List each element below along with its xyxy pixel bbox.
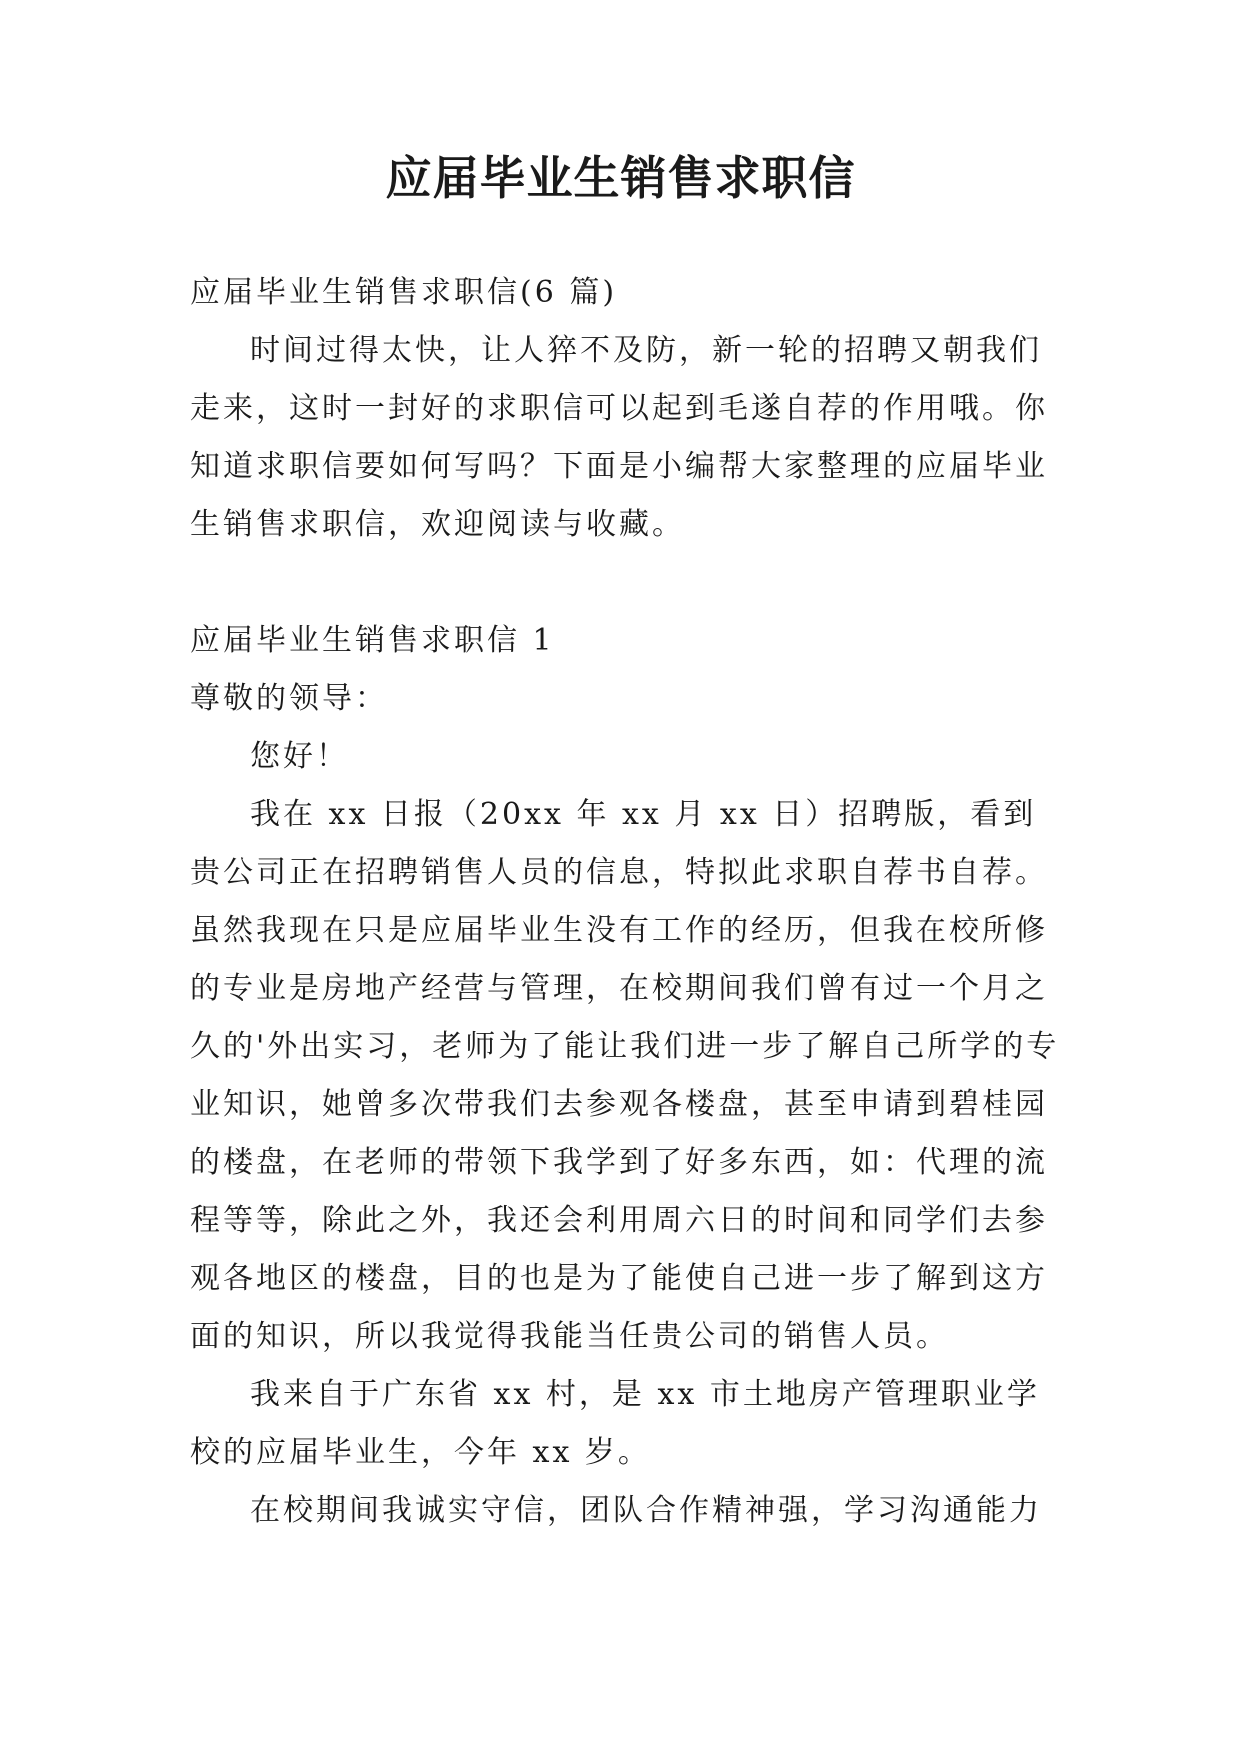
- body-paragraph-1: 我在 xx 日报（20xx 年 xx 月 xx 日）招聘版，看到贵公司正在招聘销售人员的信息，特拟此求职自荐书自荐。虽然我现在只是应届毕业生没有工作的经历，但我在校所修的专业是房地产经营与管理，在校期间我们曾有过一个月之久的'外出实习，老师为了能让我们进一步了解自己所学的专业知识，她曾多次带我们去参观各楼盘，甚至申请到碧桂园的楼盘，在老师的带领下我学到了好多东西，如：代理的流程等等，除此之外，我还会利用周六日的时间和同学们去参观各地区的楼盘，目的也是为了能使自己进一步了解到这方面的知识，所以我觉得我能当任贵公司的销售人员。: [190, 797, 1060, 1354]
- paragraph-gap: [190, 554, 1060, 612]
- document-title: 应届毕业生销售求职信: [385, 151, 856, 205]
- body-paragraph-2: 我来自于广东省 xx 村，是 xx 市土地房产管理职业学校的应届毕业生，今年 xx 岁。: [190, 1377, 1040, 1470]
- section-heading: 应届毕业生销售求职信 1: [190, 623, 555, 658]
- document-body: [190, 264, 1060, 1540]
- salutation: 尊敬的领导：: [190, 681, 388, 716]
- greeting: 您好！: [250, 739, 349, 774]
- intro-paragraph: 时间过得太快，让人猝不及防，新一轮的招聘又朝我们走来，这时一封好的求职信可以起到毛遂自荐的作用哦。你知道求职信要如何写吗？下面是小编帮大家整理的应届毕业生销售求职信，欢迎阅读与收藏。: [190, 333, 1048, 542]
- document-subtitle: 应届毕业生销售求职信(6 篇): [190, 275, 618, 310]
- body-paragraph-3: 在校期间我诚实守信，团队合作精神强，学习沟通能力: [250, 1493, 1042, 1528]
